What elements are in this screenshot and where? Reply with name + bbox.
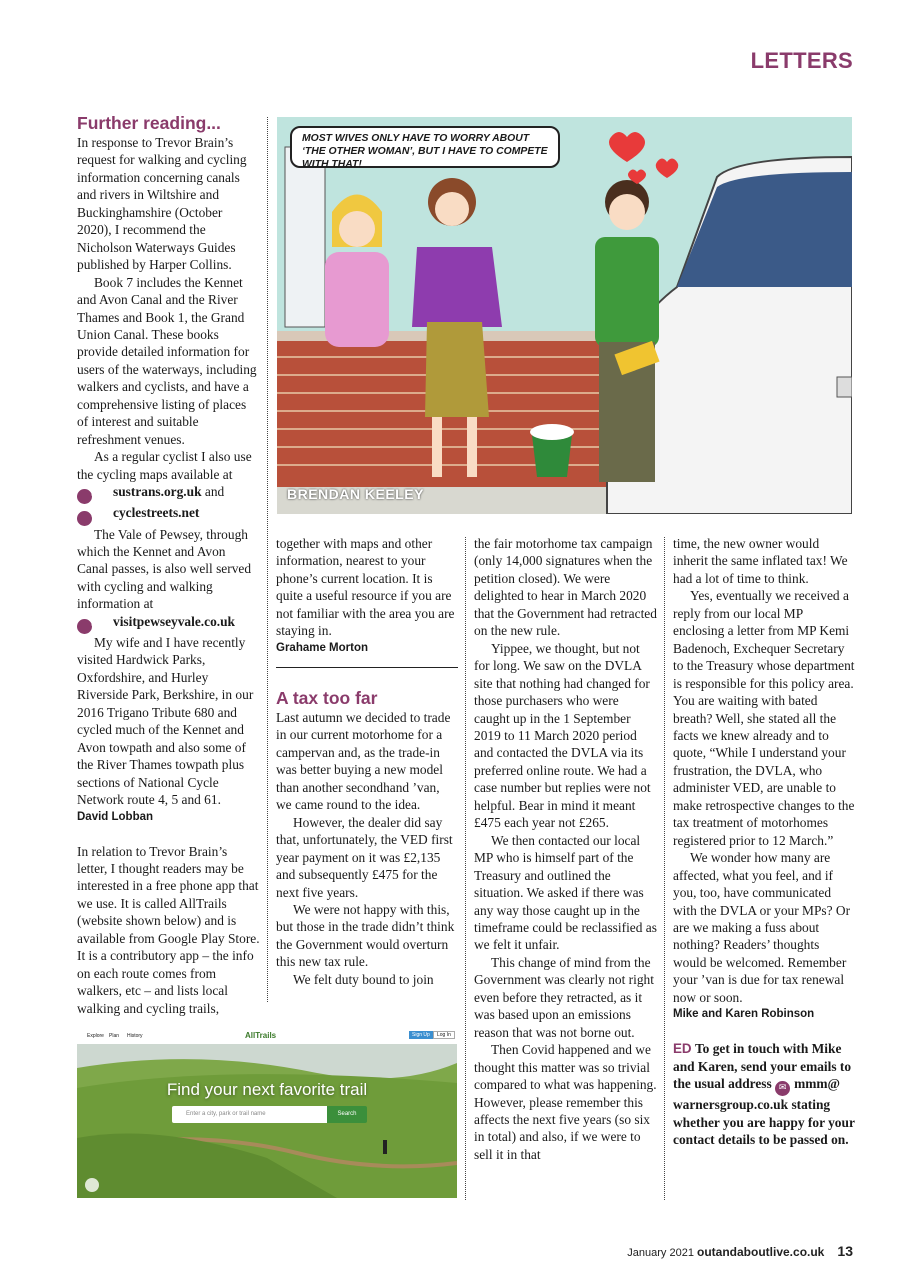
letter-paragraph: As a regular cyclist I also use the cycling maps available at ⚬ sustrans.org.uk and ⚬ cyclestreets.net (77, 448, 260, 525)
nav-history[interactable]: History (127, 1033, 143, 1039)
letter-paragraph: We felt duty bound to join (293, 971, 434, 987)
screenshot-search-input[interactable]: Enter a city, park or trail name (172, 1106, 362, 1123)
letter-signature: Mike and Karen Robinson (673, 1008, 815, 1021)
signup-button[interactable]: Sign Up (409, 1031, 433, 1039)
editor-text: stating whether you are happy for your contact details to be passed on. (673, 1097, 855, 1148)
page-footer (627, 1243, 853, 1259)
letter-paragraph: In response to Trevor Brain’s request for walking and cycling information concerning canals and rivers in Wiltshire and Buckinghamshire (October 2020), I recommend the Nicholson Waterways Guides published by Harper Collins. (77, 135, 247, 273)
letter-title: A tax too far (276, 688, 378, 708)
website-link[interactable]: cyclestreets.net (113, 505, 200, 521)
letter-paragraph: This change of mind from the Government was clearly not right even before they retracted, as it was based upon an emissions reason that was not borne out. (474, 954, 654, 1040)
screenshot-search-button[interactable]: Search (327, 1106, 367, 1123)
speech-bubble: MOST WIVES ONLY HAVE TO WORRY ABOUT ‘THE OTHER WOMAN’, BUT I HAVE TO COMPETE WITH THAT! (290, 126, 560, 168)
letter-title: Further reading... (77, 113, 221, 133)
cartoon-credit: BRENDAN KEELEY (287, 486, 424, 502)
letter-paragraph: time, the new owner would inherit the same inflated tax! We had a lot of time to think. (673, 536, 848, 586)
letter-signature: Grahame Morton (276, 641, 369, 654)
column-divider (465, 537, 466, 1200)
letter-paragraph: Yes, eventually we received a reply from our local MP enclosing a letter from MP Kemi Badenoch, Exchequer Secretary to the Treasury whose department is responsible for this policy area. You are waiting with bated breath? Well, she stated all the facts we knew already and to quote, “While I understand your frustration, the DVLA, who administer VED, are unable to make retrospective changes to the tax treatment of motorhomes registered prior to 12 March.” (673, 588, 855, 848)
letter-paragraph: Yippee, we thought, but not for long. We saw on the DVLA site that nothing had changed for those purchasers who were caught up in the 1 September 2019 to 11 March 2020 period and contacted the DVLA via its preferred online route. We had a case number but replies were not helpful. Bear in mind it meant £475 each year not £265. (474, 640, 651, 831)
email-icon: ✉ (775, 1081, 790, 1096)
column-2 (276, 535, 458, 657)
letter-paragraph: The Vale of Pewsey, through which the Kennet and Avon Canal passes, is also well served with cycling and walking information at ⚬ visitpewseyvale.co.uk (77, 526, 260, 634)
website-link[interactable]: visitpewseyvale.co.uk (113, 613, 235, 629)
letter-paragraph: Last autumn we decided to trade in our current motorhome for a campervan and, as the trade-in was better buying a new model than another secondhand ’van, we came round to the idea. (276, 710, 451, 813)
page-number: 13 (837, 1243, 853, 1259)
footer-site: outandaboutlive.co.uk (697, 1245, 825, 1259)
letter-paragraph: My wife and I have recently visited Hardwick Parks, Oxfordshire, and Hurley Riverside Park, Berkshire, in our 2016 Trigano Tribute 680 and cycled much of the Kennet and Avon towpath and also some of the River Thames towpath plus sections of National Cycle Network route 4, 5 and 61. (77, 634, 254, 808)
email-link[interactable]: mmm@ warnersgroup.co.uk (673, 1076, 841, 1113)
footer-date: January 2021 (627, 1247, 694, 1259)
letter-signature: David Lobban (77, 810, 154, 823)
editor-text: To get in touch with Mike and Karen, send your emails to the usual address (673, 1041, 852, 1092)
editor-tag: ED (673, 1041, 692, 1057)
column-3 (474, 535, 657, 1163)
column-divider (267, 117, 268, 1002)
letter-paragraph: We then contacted our local MP who is himself part of the Treasury and outlined the situation. We asked if there was any way those caught up in the timeframe could be reclassified as we felt it unfair. (474, 832, 657, 953)
section-divider (276, 667, 458, 668)
screenshot-nav (77, 1028, 457, 1044)
globe-icon: ⚬ (77, 511, 92, 526)
letter-paragraph: In relation to Trevor Brain’s letter, I thought readers may be interested in a free phone app that we use. It is called AllTrails (website shown below) and is available from Google Play Store. It is a contributory app – the info on each route comes from walkers, etc – and lists local walking and cycling trails, (77, 843, 260, 1016)
login-button[interactable]: Log In (433, 1031, 455, 1039)
column-4 (673, 535, 856, 1149)
alltrails-logo[interactable]: AllTrails (245, 1031, 277, 1040)
letter-paragraph: We wonder how many are affected, what you feel, and if you, too, have communicated with the DVLA or your MPs? Or are we making a fuss about nothing? Readers’ thoughts would be welcomed. Remember your ’van is due for tax renewal now or soon. (673, 850, 851, 1005)
website-link[interactable]: sustrans.org.uk (113, 484, 202, 500)
alltrails-screenshot (77, 1028, 457, 1198)
globe-icon: ⚬ (77, 489, 92, 504)
screenshot-headline: Find your next favorite trail (166, 1080, 368, 1099)
cartoon-drawing (277, 117, 852, 514)
letter-paragraph: the fair motorhome tax campaign (only 14,000 signatures when the petition closed). We were delighted to hear in March 2020 that the Government had retracted on the new rule. (474, 536, 657, 639)
cartoon-illustration (277, 117, 852, 514)
column-1 (77, 112, 260, 1017)
column-2-lower (276, 687, 458, 988)
column-divider (664, 537, 665, 1200)
letter-paragraph: We were not happy with this, but those in the trade didn’t think the Government would overturn this new tax rule. (276, 901, 455, 970)
letter-paragraph: together with maps and other information, nearest to your phone’s current location. It is quite a useful resource if you are not familiar with the area you are staying in. (276, 536, 455, 639)
editor-note (673, 1040, 856, 1148)
globe-icon: ⚬ (77, 619, 92, 634)
letter-paragraph: Then Covid happened and we thought this matter was so trivial compared to what was happening. However, please remember this affects the next five years (so six in total) and also, if we were to sell it in that (474, 1042, 657, 1162)
section-label: LETTERS (750, 48, 853, 73)
letter-paragraph: However, the dealer did say that, unfortunately, the VED first year payment on it was £2,135 and subsequently £475 for the next five years. (276, 814, 453, 900)
nav-plan[interactable]: Plan (109, 1033, 120, 1039)
nav-explore[interactable]: Explore (87, 1033, 104, 1039)
letter-paragraph: Book 7 includes the Kennet and Avon Canal and the River Thames and Book 1, the Grand Union Canal. These books provide detailed information for users of the waterways, including walkers and cyclists, and have a comprehensive listing of places of interest and suitable refreshment venues. (77, 274, 257, 447)
